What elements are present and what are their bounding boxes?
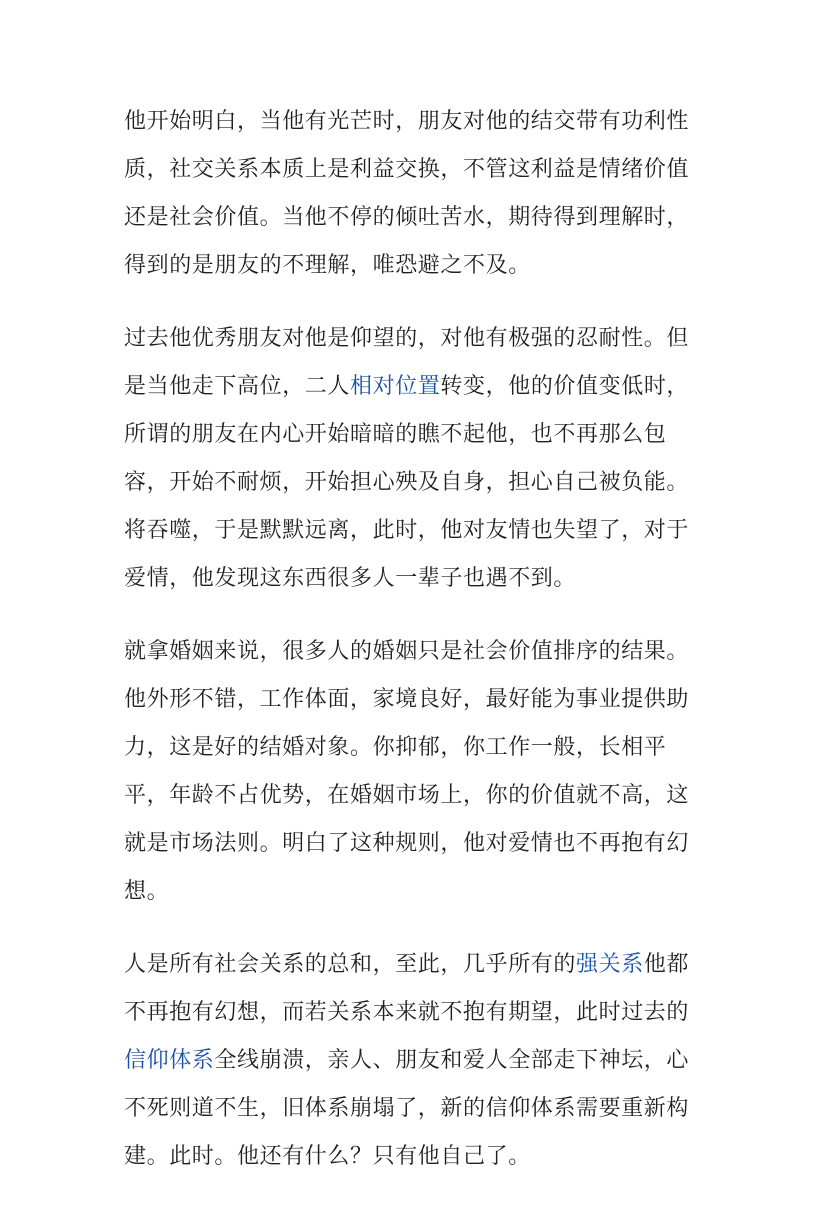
paragraph-2 — [124, 315, 709, 603]
paragraph-4 — [124, 941, 709, 1181]
paragraph-1 — [124, 98, 709, 290]
paragraph-4-text-c: 全线崩溃，亲人、朋友和爱人全部走下神坛，心不死则道不生，旧体系崩塌了，新的信仰体系需要重新构建。此时。他还有什么？只有他自己了。 — [124, 1048, 690, 1169]
article-body — [124, 98, 709, 1206]
paragraph-2-text-a: 过去他优秀朋友对他是仰望的，对他有极强的忍耐性。但是当他走下高位，二人 — [124, 326, 690, 399]
paragraph-3 — [124, 628, 709, 916]
paragraph-1-text: 他开始明白，当他有光芒时，朋友对他的结交带有功利性质，社交关系本质上是利益交换，不管这利益是情绪价值还是社会价值。当他不停的倾吐苦水，期待得到理解时，得到的是朋友的不理解，唯恐避之不及。 — [124, 109, 690, 278]
link-strong-relationship[interactable]: 强关系 — [576, 952, 644, 977]
paragraph-4-text-a: 人是所有社会关系的总和，至此，几乎所有的 — [124, 952, 577, 977]
link-belief-system[interactable]: 信仰体系 — [124, 1048, 215, 1073]
paragraph-3-text: 就拿婚姻来说，很多人的婚姻只是社会价值排序的结果。他外形不错，工作体面，家境良好，最好能为事业提供助力，这是好的结婚对象。你抑郁，你工作一般，长相平平，年龄不占优势，在婚姻市场上，你的价值就不高，这就是市场法则。明白了这种规则，他对爱情也不再抱有幻想。 — [124, 639, 690, 904]
paragraph-4-text-b: 他都不再抱有幻想，而若关系本来就不抱有期望，此时过去的 — [124, 952, 690, 1025]
paragraph-2-text-b: 转变，他的价值变低时，所谓的朋友在内心开始暗暗的瞧不起他，也不再那么包容，开始不耐烦，开始担心殃及自身，担心自己被负能。将吞噬，于是默默远离，此时，他对友情也失望了，对于爱情，他发现这东西很多人一辈子也遇不到。 — [124, 374, 690, 591]
link-relative-position[interactable]: 相对位置 — [350, 374, 441, 399]
